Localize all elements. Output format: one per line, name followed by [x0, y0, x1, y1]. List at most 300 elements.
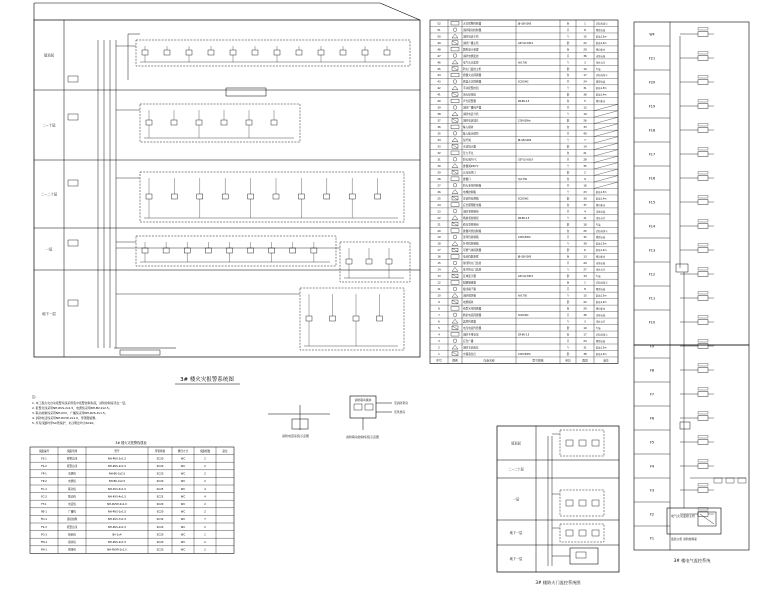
legend-unit: 只: [566, 80, 570, 84]
legend-name: 消防模块箱: [463, 294, 476, 298]
legend-unit: 只: [566, 210, 570, 214]
legend-symbol: [452, 34, 458, 38]
power-sensor-box: [698, 80, 708, 85]
power-sensor-tag: [698, 460, 708, 462]
door-device-area: [560, 524, 604, 542]
device-symbol: [248, 194, 254, 199]
legend-diagonal: [594, 130, 618, 136]
legend-unit: 台: [566, 177, 570, 181]
legend-symbol-mark: [452, 119, 458, 123]
cable-cell: FD-1: [40, 518, 48, 522]
cable-cell: FG-1: [40, 533, 48, 537]
legend-index: 33: [437, 145, 441, 149]
legend-index: 52: [437, 22, 441, 26]
legend-index: 37: [437, 119, 441, 123]
cable-cell: WC: [180, 510, 186, 514]
legend-qty: 9: [584, 177, 586, 181]
legend-unit: 只: [566, 314, 570, 317]
power-floor-label: F14: [648, 224, 656, 229]
cable-cell: 2: [204, 503, 206, 506]
device-symbol: [349, 194, 355, 199]
legend-index: 14: [437, 268, 441, 272]
cable-cell: 联动线: [68, 495, 76, 499]
legend-unit: 台: [566, 281, 570, 285]
legend-model: HJ-1756: [518, 294, 527, 298]
legend-qty: 39: [583, 242, 587, 246]
legend-qty: 16: [583, 184, 587, 188]
cable-cell: WC: [180, 457, 186, 461]
device-symbol: [196, 120, 202, 125]
legend-unit: 个: [566, 268, 570, 272]
legend-qty: 6: [584, 249, 586, 253]
legend-symbol: [453, 183, 457, 187]
device-symbol: [252, 50, 258, 55]
legend-model: SC20/WC: [518, 314, 529, 317]
cable-cell: NH-BV-2x2.5: [108, 480, 126, 484]
power-extra-sensor: [738, 478, 746, 483]
legend-remark: 吸顶安装: [596, 339, 606, 343]
legend-symbol: [451, 177, 459, 181]
device-symbol: [377, 316, 383, 321]
power-floors: [634, 28, 746, 541]
legend-symbol: [451, 281, 459, 285]
legend-qty: 35: [583, 164, 587, 168]
legend-remark: 消防控制室: [596, 333, 608, 337]
legend-qty: 34: [583, 275, 587, 279]
legend-unit: 只: [566, 236, 570, 240]
legend-diagonal: [594, 156, 618, 162]
power-floor-label: F17: [648, 152, 656, 157]
door-floor-label: 屋顶层: [511, 441, 521, 446]
legend-index: 17: [437, 249, 441, 253]
legend-qty: 30: [583, 197, 587, 201]
legend-qty: 21: [583, 152, 587, 155]
power-sensor-tag: [698, 268, 708, 270]
legend-qty: 22: [583, 41, 587, 45]
legend-remark: 设备自带: [596, 320, 606, 324]
power-floor-label: F6: [649, 416, 655, 421]
door-floor-label: 地下一层: [509, 531, 523, 535]
legend-index: 18: [437, 242, 441, 246]
power-floor-label: F2: [649, 512, 655, 517]
legend-name: 稳压泵控制柜: [463, 223, 479, 227]
legend-symbol-mark: [452, 326, 458, 330]
frame-slant-line: [380, 3, 420, 20]
cable-cell: FP-2: [41, 480, 47, 484]
device-symbol: [146, 120, 152, 125]
note-line: 5. 所有线路均穿SC管保护，未注明处均为SC20。: [32, 421, 97, 425]
legend-qty: 10: [583, 67, 587, 71]
device-symbol: [353, 316, 359, 321]
device-symbol: [306, 316, 312, 321]
floor-label: 地下一层: [42, 312, 56, 316]
door-monitor-symbol: [579, 500, 586, 506]
legend-symbol: [453, 235, 457, 239]
legend-model: HJ-1756: [518, 61, 527, 65]
door-monitor-diagram: [497, 426, 619, 586]
notes-heading: 注:: [32, 395, 37, 399]
legend-unit: 台: [566, 100, 570, 104]
legend-index: 46: [437, 61, 441, 65]
legend-name: 火灾报警控制器: [463, 22, 482, 26]
device-symbol: [171, 194, 177, 199]
legend-name: 区域显示器: [463, 275, 476, 279]
legend-symbol-mark: [452, 300, 458, 304]
door-floor-label: 地下一层: [509, 557, 523, 561]
fire-alarm-wiring: [68, 34, 410, 355]
legend-symbol: [451, 229, 459, 233]
sheet-frame: [34, 3, 420, 20]
legend-index: 23: [437, 210, 441, 214]
legend-qty: 36: [583, 54, 587, 58]
cable-cell: SC25: [156, 495, 164, 499]
legend-name: 应急照明配电箱: [463, 203, 482, 207]
cable-cell: FN-1: [40, 548, 48, 552]
legend-qty: 7: [584, 139, 586, 143]
legend-symbol: [453, 28, 457, 32]
legend-symbol-mark: [452, 170, 458, 174]
legend-qty: 1: [584, 281, 586, 285]
legend-diagonal: [594, 169, 618, 175]
legend-name: 电压电流传感器: [463, 326, 482, 330]
legend-index: 25: [437, 197, 441, 201]
legend-remark: 距地1.5m: [596, 294, 607, 298]
cable-cell: 7: [204, 518, 206, 522]
cable-cell: FM-1: [40, 541, 48, 544]
legend-qty: 31: [583, 87, 587, 91]
legend-qty: 18: [583, 223, 587, 227]
legend-name: 剩余电流探测器: [463, 314, 482, 317]
legend-diagonal: [594, 182, 618, 188]
cable-cell: FP-1: [41, 472, 47, 476]
legend-qty: 36: [583, 314, 587, 317]
junction-box: [226, 88, 266, 96]
fire-alarm-border: [34, 20, 420, 357]
legend-symbol: [452, 319, 458, 323]
cable-cell: WC: [180, 472, 186, 476]
power-sensor-tag: [698, 100, 708, 102]
cable-header-cell: 型号: [114, 449, 120, 453]
legend-unit: 台: [566, 333, 570, 337]
power-sensor-tag: [698, 52, 708, 54]
device-symbol: [324, 194, 330, 199]
floor-device-area: [140, 104, 300, 142]
legend-symbol-mark: [452, 274, 458, 278]
legend-name: 接线端子箱: [463, 288, 476, 292]
legend-index: 15: [437, 262, 441, 266]
legend-unit: 套: [566, 119, 570, 123]
cable-header-cell: 敷设方式: [177, 449, 189, 453]
legend-symbol-mark: [452, 196, 458, 200]
legend-remark: 消防控制室: [596, 281, 608, 285]
device-symbol: [346, 259, 352, 264]
legend-unit: 只: [566, 132, 570, 136]
legend-qty: 1: [584, 22, 586, 26]
legend-unit: 套: [566, 67, 570, 71]
legend-symbol: [452, 345, 458, 349]
legend-table: [430, 20, 618, 363]
cable-cell: NH-RVS-2x1.5: [107, 465, 127, 468]
cable-cell: FB-1: [41, 510, 47, 514]
legend-symbol: [451, 203, 459, 207]
device-symbol: [146, 194, 152, 199]
legend-symbol: [452, 293, 458, 297]
power-floor-label: F13: [648, 248, 656, 253]
power-sensor-tag: [698, 124, 708, 126]
legend-index: 10: [437, 294, 441, 298]
legend-index: 42: [437, 87, 441, 91]
door-floors: [497, 430, 619, 566]
legend-index: 4: [438, 333, 440, 337]
legend-symbol-mark: [452, 41, 458, 45]
power-floor-label: F16: [648, 176, 656, 181]
device-symbol: [184, 248, 190, 253]
legend-unit: 个: [566, 294, 570, 298]
legend-unit: 只: [566, 54, 570, 58]
power-sensor-box: [698, 464, 708, 469]
legend-qty: 24: [583, 80, 587, 84]
power-sensor-box: [698, 296, 708, 301]
legend-qty: 29: [583, 48, 587, 52]
cable-cell: 1: [204, 533, 206, 537]
legend-remark: 模块箱内: [596, 203, 606, 207]
legend-unit: 个: [566, 113, 570, 117]
door-host-box: [570, 548, 598, 564]
legend-name: 电动挡烟垂壁: [463, 255, 479, 259]
legend-name: 信号阀: [463, 139, 471, 143]
legend-symbol-mark: [452, 67, 458, 71]
legend-unit: 个: [566, 242, 570, 246]
legend-qty: 29: [583, 307, 587, 311]
legend-unit: 台: [566, 152, 570, 155]
power-sensor-box: [698, 368, 708, 373]
power-sensor-box: [698, 56, 708, 61]
legend-unit: 台: [566, 48, 570, 52]
phone-caption: 消防电话系统示意图: [282, 434, 310, 438]
cable-cell: SC32: [156, 518, 164, 522]
legend-remark: 距地1.5m: [596, 87, 607, 91]
cable-cell: 广播线: [68, 510, 76, 514]
legend-index: 36: [437, 126, 441, 130]
floor-label: 屋顶层: [43, 53, 55, 58]
legend-symbol: [453, 54, 457, 58]
legend-remark: 就地安装: [596, 262, 606, 266]
cable-cell: 电源线: [68, 472, 76, 476]
cable-cell: 2: [204, 548, 206, 552]
legend-name: 感温火灾探测器: [463, 80, 482, 84]
legend-qty: 26: [583, 119, 587, 123]
legend-name: 消防广播主机: [463, 41, 479, 45]
legend-unit: 套: [566, 41, 570, 45]
power-sensor-tag: [698, 412, 708, 414]
legend-index: 20: [437, 229, 441, 233]
power-sensor-tag: [698, 148, 708, 150]
legend-symbol: [451, 99, 459, 103]
floor-device-area: [140, 172, 404, 222]
cable-cell: SC20: [156, 533, 164, 537]
floor-device-area: [136, 236, 336, 266]
legend-unit: 套: [566, 171, 570, 175]
door-monitor-symbol: [579, 440, 586, 446]
cable-cell: FS-1: [41, 457, 47, 461]
legend-index: 22: [437, 216, 441, 220]
cable-cell: 电话线: [68, 503, 76, 506]
legend-remark: 距地1.5m: [596, 346, 607, 350]
fire-alarm-title: 3# 楼火灾报警系统图: [180, 377, 234, 383]
linkage-module-a: [354, 404, 362, 410]
device-symbol: [375, 194, 381, 199]
legend-unit: 套: [566, 197, 570, 201]
power-sensor-box: [698, 344, 708, 349]
legend-name: 消防专用电话: [463, 333, 479, 337]
cable-cell: 报警总线: [66, 525, 78, 529]
legend-remark: 模块箱内: [596, 307, 606, 311]
cable-cell: 2: [204, 510, 206, 514]
legend-name: 消防电话分机: [463, 113, 479, 117]
legend-index: 48: [437, 48, 441, 52]
device-symbol: [362, 50, 368, 55]
legend-model: 220V/50Hz: [518, 236, 531, 240]
legend-index: 19: [437, 236, 441, 240]
door-monitor-symbol: [579, 530, 586, 536]
legend-index: 35: [437, 132, 441, 136]
legend-diagonal: [594, 150, 618, 156]
legend-name: 排烟风机控制箱: [463, 229, 482, 233]
legend-name: 应急广播: [463, 339, 474, 343]
cable-cell: WC: [180, 525, 186, 529]
legend-name: 送风机控制箱: [463, 236, 479, 240]
power-extra-sensor: [726, 478, 734, 483]
legend-index: 9: [438, 301, 440, 305]
device-symbol: [230, 50, 236, 55]
power-sensor-box: [698, 200, 708, 205]
legend-qty: 2: [584, 171, 586, 175]
power-floor-label: F20: [648, 80, 656, 85]
legend-unit: 只: [566, 339, 570, 343]
legend-unit: 套: [566, 352, 570, 356]
power-host-sub: 监控主机 消防控制室: [671, 537, 698, 541]
legend-name: 消防泵控制柜: [463, 210, 479, 214]
cable-cell: 报警总线: [66, 465, 78, 468]
floor-device-area: [340, 242, 410, 282]
legend-model: SC20/WC: [518, 197, 529, 201]
cable-cell: FT-1: [41, 503, 47, 506]
device-symbol: [273, 194, 279, 199]
legend-name: 消防电话主机: [463, 35, 479, 39]
legend-remark: 就地安装: [596, 54, 606, 58]
legend-symbol: [452, 60, 458, 64]
linkage-out-label-2: 至风机房: [394, 410, 406, 414]
legend-remark: 距地1.5m: [596, 190, 607, 194]
cable-cell: WC: [180, 495, 186, 499]
power-sensor-box: [698, 488, 708, 493]
device-symbol: [221, 120, 227, 125]
linkage-box-label: 消防联动模块: [354, 398, 372, 402]
legend-index: 49: [437, 41, 441, 45]
cable-cell: SC20: [156, 548, 164, 552]
legend-index: 6: [438, 320, 440, 324]
legend-symbol: [451, 21, 459, 25]
cable-cell: NH-RVVP-2x1.0: [107, 503, 127, 506]
small-diagrams: [268, 396, 408, 439]
legend-symbol: [452, 216, 458, 220]
legend-name: 消防水池液位: [463, 346, 479, 350]
legend-remark: 消防控制室: [596, 74, 608, 78]
legend-symbol: [453, 132, 457, 136]
legend-qty: 33: [583, 126, 587, 130]
cable-cell: SC20: [156, 510, 164, 514]
cable-cell: 模块线: [68, 541, 76, 544]
legend-model: 220V/50Hz: [518, 119, 531, 123]
legend-unit: 个: [566, 320, 570, 324]
cable-cell: 2: [204, 465, 206, 468]
legend-qty: 38: [583, 352, 587, 356]
legend-model: JB-QB-5000: [518, 255, 532, 259]
legend-name: 压力开关: [463, 152, 474, 155]
legend-symbol: [453, 209, 457, 213]
fire-alarm-diagram: [34, 20, 420, 384]
door-monitor-symbol: [566, 500, 573, 506]
power-host-label: 电气火灾监控主机: [671, 514, 696, 518]
linkage-out-label-1: 至消防泵房: [394, 401, 408, 405]
legend-unit: 套: [566, 145, 570, 149]
legend-index: 41: [437, 93, 441, 97]
device-symbol: [274, 50, 280, 55]
legend-unit: 台: [566, 307, 570, 311]
cable-cell: NH-RVS-2x1.5: [107, 541, 127, 544]
floor-module: [68, 240, 78, 246]
legend-name: 消防电源监控: [463, 54, 479, 58]
legend-unit: 台: [566, 255, 570, 259]
legend-index: 51: [437, 28, 441, 32]
power-sensor-tag: [698, 364, 708, 366]
fire-alarm-floors: [34, 53, 420, 317]
cable-cell: NH-RVS-2x1.5: [107, 457, 127, 461]
device-symbol: [248, 248, 254, 253]
device-symbol: [384, 50, 390, 55]
cable-cell: 电源线: [68, 480, 76, 484]
power-sensor-tag: [698, 220, 708, 222]
legend-index: 47: [437, 54, 441, 58]
legend-name: 补风机控制箱: [463, 242, 479, 246]
legend-remark: 设备自带: [596, 216, 606, 220]
legend-index: 32: [437, 152, 441, 155]
linkage-module-b: [365, 404, 373, 410]
legend-remark: 距地1.4m: [596, 93, 607, 97]
power-sensor-tag: [698, 484, 708, 486]
legend-symbol: [451, 255, 459, 259]
legend-name: 水流指示器: [463, 145, 476, 149]
power-floor-label: F5: [649, 440, 655, 445]
legend-name: 电气火灾监控: [463, 61, 479, 65]
legend-qty: 5: [584, 100, 586, 104]
legend-qty: 4: [584, 210, 586, 214]
legend-unit: 个: [566, 61, 570, 65]
legend-remark: 距地1.4m: [596, 249, 607, 253]
legend-symbol-mark: [452, 248, 458, 252]
cable-header-cell: 线路用途: [66, 449, 78, 453]
legend-index: 28: [437, 177, 441, 181]
legend-name: 防火门监控主机: [463, 67, 482, 71]
cable-cell: WC: [180, 487, 186, 491]
device-symbol: [205, 248, 211, 253]
cable-cell: WC: [180, 533, 186, 537]
legend-name: 电源模块: [463, 301, 474, 305]
door-monitor-symbol: [592, 500, 599, 506]
cable-header-cell: 线路编号: [38, 449, 50, 453]
legend-name: 手动报警按钮: [463, 87, 479, 91]
legend-unit: 套: [566, 249, 570, 253]
